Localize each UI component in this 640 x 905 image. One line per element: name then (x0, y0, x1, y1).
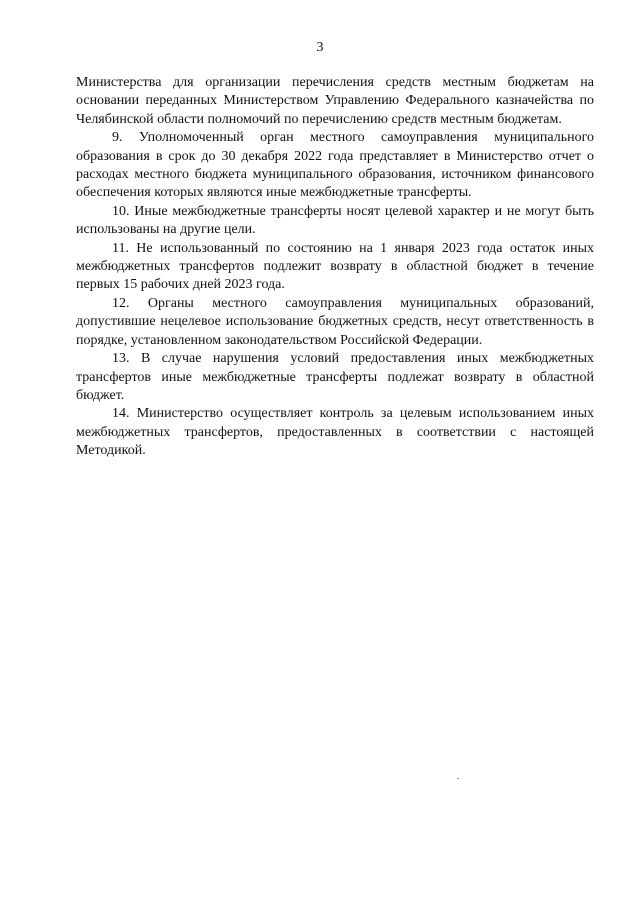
scan-speck (457, 778, 459, 779)
paragraph-13: 13. В случае нарушения условий предоставления иных межбюджетных трансфертов иные межбюджетные трансферты подлежат возврату в областной бюджет. (76, 351, 594, 403)
paragraph-continuation: Министерства для организации перечисления средств местным бюджетам на основании переданных Министерством Управлению Федерального казначейства по Челябинской области полномочий по перечислению средств местным бюджетам. (76, 75, 594, 127)
paragraph-11: 11. Не использованный по состоянию на 1 января 2023 года остаток иных межбюджетных трансфертов подлежит возврату в областной бюджет в течение первых 15 рабочих дней 2023 года. (76, 240, 594, 293)
paragraph-9: 9. Уполномоченный орган местного самоуправления муниципального образования в срок до 30 декабря 2022 года представляет в Министерство отчет о расходах местного бюджета муниципального образования, источником финансового обеспечения которых являются иные межбюджетные трансферты. (76, 130, 594, 201)
paragraph-14: 14. Министерство осуществляет контроль за целевым использованием иных межбюджетных трансфертов, предоставленных в соответствии с настоящей Методикой. (76, 406, 594, 459)
paragraph-12: 12. Органы местного самоуправления муниципальных образований, допустившие нецелевое использование бюджетных средств, несут ответственность в порядке, установленном законодательством Российской Федерации. (76, 295, 594, 348)
document-body (76, 74, 594, 461)
page-number: 3 (316, 40, 324, 55)
paragraph-10: 10. Иные межбюджетные трансферты носят целевой характер и не могут быть использованы на другие цели. (76, 203, 594, 238)
